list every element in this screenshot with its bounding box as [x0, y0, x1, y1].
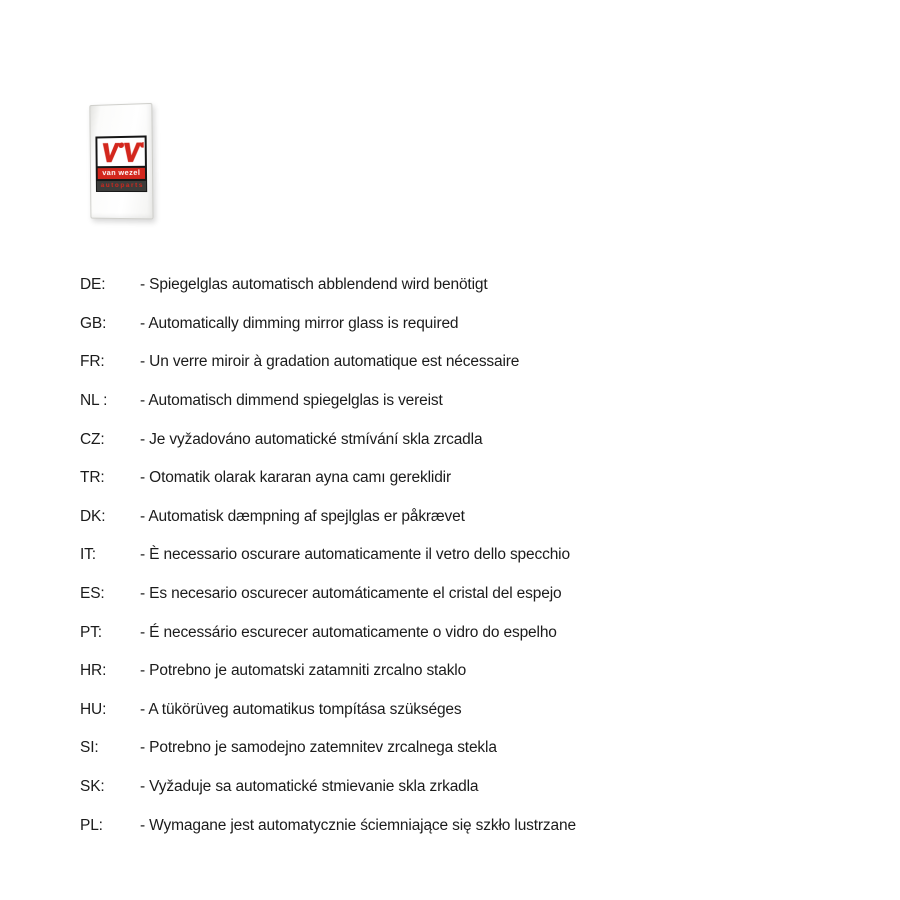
language-text: - Automatisch dimmend spiegelglas is vereist	[140, 392, 443, 410]
language-code: DE:	[80, 276, 106, 294]
language-code: IT:	[80, 546, 96, 564]
language-code: DK:	[80, 507, 106, 525]
language-row	[80, 343, 576, 382]
language-row	[80, 459, 576, 498]
language-text: - É necessário escurecer automaticamente o vidro do espelho	[140, 623, 557, 641]
language-code: PL:	[80, 816, 103, 834]
language-row	[80, 768, 576, 807]
language-code: ES:	[80, 585, 105, 603]
language-code: NL :	[80, 392, 108, 410]
language-text: - Es necesario oscurecer automáticamente el cristal del espejo	[140, 585, 562, 603]
language-row	[80, 420, 576, 459]
logo-name: van wezel	[96, 167, 147, 181]
language-code: HR:	[80, 662, 107, 680]
language-code: PT:	[80, 623, 102, 641]
language-code: FR:	[80, 353, 105, 371]
language-text: - È necessario oscurare automaticamente il vetro dello specchio	[140, 546, 570, 564]
language-text: - Potrebno je automatski zatamniti zrcalno staklo	[140, 662, 467, 680]
language-list	[80, 266, 576, 845]
language-text: - Je vyžadováno automatické stmívání skla zrcadla	[140, 430, 483, 448]
language-code: GB:	[80, 314, 107, 332]
language-row	[80, 806, 576, 845]
language-text: - Automatisk dæmpning af spejlglas er påkrævet	[140, 507, 465, 525]
language-row	[80, 536, 576, 575]
vw-mark-icon	[95, 135, 147, 167]
language-row	[80, 382, 576, 421]
language-text: - Automatically dimming mirror glass is required	[140, 314, 459, 332]
language-row	[80, 729, 576, 768]
language-row	[80, 498, 576, 537]
language-row	[80, 652, 576, 691]
language-text: - Un verre miroir à gradation automatique est nécessaire	[140, 353, 520, 371]
language-code: SK:	[80, 778, 105, 796]
van-wezel-logo	[95, 135, 147, 192]
language-row	[80, 613, 576, 652]
language-text: - Spiegelglas automatisch abblendend wird benötigt	[140, 276, 488, 294]
language-text: - Potrebno je samodejno zatemnitev zrcalnega stekla	[140, 739, 497, 757]
language-text: - A tükörüveg automatikus tompítása szükséges	[140, 700, 462, 718]
language-row	[80, 305, 576, 344]
language-text: - Vyžaduje sa automatické stmievanie skla zrkadla	[140, 778, 479, 796]
language-row	[80, 691, 576, 730]
language-row	[80, 266, 576, 305]
brand-card	[89, 103, 153, 220]
language-row	[80, 575, 576, 614]
logo-subtitle: autoparts	[96, 181, 147, 192]
language-code: CZ:	[80, 430, 105, 448]
language-code: TR:	[80, 469, 105, 487]
language-code: HU:	[80, 700, 107, 718]
language-code: SI:	[80, 739, 99, 757]
language-text: - Wymagane jest automatycznie ściemniające się szkło lustrzane	[140, 816, 576, 834]
language-text: - Otomatik olarak kararan ayna camı gereklidir	[140, 469, 451, 487]
